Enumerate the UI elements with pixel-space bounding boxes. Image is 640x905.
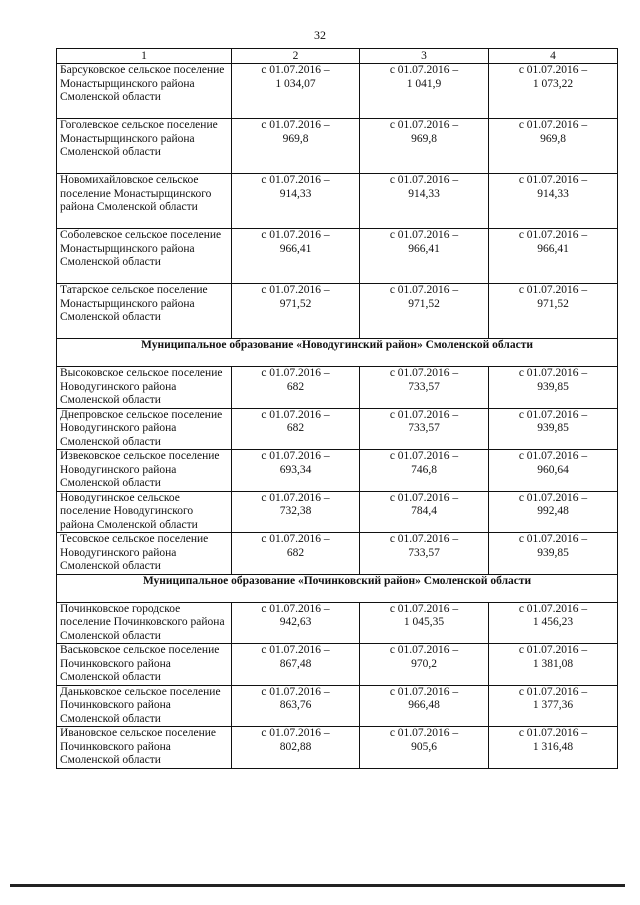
tariff-value-col-4-line-2: 1 381,08 xyxy=(532,657,574,670)
tariff-value-col-3-line-1: с 01.07.2016 – xyxy=(389,685,459,698)
tariff-value-col-4-line-1: с 01.07.2016 – xyxy=(518,119,588,131)
table-row xyxy=(57,491,618,533)
tariff-value-col-3-line-1: с 01.07.2016 – xyxy=(389,408,459,421)
tariff-value-col-3-line-1: с 01.07.2016 – xyxy=(389,491,459,504)
bottom-rule xyxy=(10,884,625,887)
settlement-name: Починковское городское поселение Починковского района Смоленской области xyxy=(57,602,232,644)
tariff-value-col-2-line-1: с 01.07.2016 – xyxy=(261,284,330,296)
table-body xyxy=(57,49,618,769)
tariff-value-col-3-line-2: 746,8 xyxy=(411,463,437,476)
settlement-name: Даньковское сельское поселение Починковского района Смоленской области xyxy=(57,685,232,727)
tariff-value-col-3-line-2: 784,4 xyxy=(411,505,437,517)
tariff-value-col-3-line-1: с 01.07.2016 – xyxy=(389,229,459,241)
tariff-value-col-4-line-2: 971,52 xyxy=(537,297,569,310)
settlement-name: Ивановское сельское поселение Починковского района Смоленской области xyxy=(57,727,232,769)
tariff-value-col-2-line-1: с 01.07.2016 – xyxy=(261,119,330,131)
tariff-value-col-3-line-2: 966,48 xyxy=(408,699,440,711)
table-row xyxy=(57,284,618,339)
page-number: 32 xyxy=(314,28,326,42)
tariff-value-col-2-line-2: 682 xyxy=(286,380,305,393)
tariff-value-col-4-line-1: с 01.07.2016 – xyxy=(518,284,588,296)
tariff-value-col-3-line-2: 969,8 xyxy=(411,132,437,145)
tariff-value-col-4-line-2: 969,8 xyxy=(540,132,566,145)
tariff-value-col-3-line-2: 914,33 xyxy=(408,187,440,200)
tariff-value-col-4-line-2: 1 377,36 xyxy=(532,699,574,711)
tariff-value-col-2-line-2: 693,34 xyxy=(279,463,312,476)
tariff-value-col-4-line-1: с 01.07.2016 – xyxy=(518,644,588,656)
tariff-value-col-2-line-2: 1 034,07 xyxy=(275,77,316,90)
table-row xyxy=(57,450,618,492)
settlement-name: Соболевское сельское поселение Монастырщинского района Смоленской области xyxy=(57,229,232,284)
tariff-value-col-4-line-1: с 01.07.2016 – xyxy=(518,727,588,739)
tariff-value-col-2 xyxy=(232,174,360,229)
settlement-name: Васьковское сельское поселение Починковского района Смоленской области xyxy=(57,644,232,686)
tariff-value-col-2 xyxy=(232,284,360,339)
tariff-value-col-4-line-2: 1 073,22 xyxy=(532,77,574,90)
settlement-name: Гоголевское сельское поселение Монастырщинского района Смоленской области xyxy=(57,119,232,174)
tariff-value-col-3 xyxy=(360,367,489,409)
tariff-value-col-2 xyxy=(232,685,360,727)
tariff-value-col-3 xyxy=(360,64,489,119)
tariff-value-col-3-line-1: с 01.07.2016 – xyxy=(389,119,459,131)
tariff-value-col-2 xyxy=(232,64,360,119)
settlement-name: Днепровское сельское поселение Новодугинского района Смоленской области xyxy=(57,408,232,450)
table-row xyxy=(57,408,618,450)
tariff-value-col-3 xyxy=(360,491,489,533)
tariff-value-col-3 xyxy=(360,644,489,686)
tariff-value-col-3 xyxy=(360,408,489,450)
tariff-value-col-2-line-1: с 01.07.2016 – xyxy=(261,685,330,698)
tariff-value-col-2 xyxy=(232,229,360,284)
column-number-2: 2 xyxy=(232,49,360,64)
tariff-value-col-4-line-2: 914,33 xyxy=(537,187,569,200)
tariff-value-col-3 xyxy=(360,119,489,174)
table-row xyxy=(57,174,618,229)
tariff-value-col-4-line-1: с 01.07.2016 – xyxy=(518,229,588,241)
tariff-value-col-3-line-1: с 01.07.2016 – xyxy=(389,174,459,186)
tariff-value-col-3-line-1: с 01.07.2016 – xyxy=(389,602,459,615)
tariff-value-col-4-line-2: 966,41 xyxy=(537,242,569,255)
tariff-value-col-2-line-2: 969,8 xyxy=(282,132,309,145)
tariff-value-col-2-line-1: с 01.07.2016 – xyxy=(261,367,330,379)
tariff-value-col-3-line-2: 966,41 xyxy=(408,242,440,255)
tariff-value-col-4-line-1: с 01.07.2016 – xyxy=(518,408,588,421)
tariff-value-col-4 xyxy=(489,533,618,575)
tariff-value-col-4-line-1: с 01.07.2016 – xyxy=(518,491,588,504)
tariff-value-col-3-line-1: с 01.07.2016 – xyxy=(389,450,459,462)
settlement-name: Барсуковское сельское поселение Монастырщинского района Смоленской области xyxy=(57,64,232,119)
column-number-1: 1 xyxy=(57,49,232,64)
table-row xyxy=(57,119,618,174)
tariff-value-col-2 xyxy=(232,533,360,575)
tariff-value-col-4-line-2: 939,85 xyxy=(537,422,569,434)
tariff-value-col-4 xyxy=(489,727,618,769)
tariff-value-col-2 xyxy=(232,367,360,409)
tariff-value-col-4-line-1: с 01.07.2016 – xyxy=(518,450,588,462)
tariff-value-col-4-line-2: 992,48 xyxy=(537,505,569,517)
tariff-value-col-2-line-1: с 01.07.2016 – xyxy=(261,644,330,656)
tariff-value-col-2 xyxy=(232,491,360,533)
tariff-value-col-3-line-1: с 01.07.2016 – xyxy=(389,64,459,76)
settlement-name: Новомихайловское сельское поселение Монастырщинского района Смоленской области xyxy=(57,174,232,229)
tariff-value-col-4 xyxy=(489,685,618,727)
section-header-row xyxy=(57,574,618,602)
tariff-value-col-4 xyxy=(489,602,618,644)
tariff-value-col-3 xyxy=(360,533,489,575)
tariff-value-col-3 xyxy=(360,727,489,769)
tariff-value-col-2-line-2: 966,41 xyxy=(279,242,312,255)
tariff-value-col-2-line-1: с 01.07.2016 – xyxy=(261,727,330,739)
tariff-value-col-3 xyxy=(360,174,489,229)
tariff-value-col-2-line-1: с 01.07.2016 – xyxy=(261,174,330,186)
table-row xyxy=(57,685,618,727)
tariff-value-col-3 xyxy=(360,450,489,492)
tariff-value-col-4-line-1: с 01.07.2016 – xyxy=(518,64,588,76)
tariff-value-col-4-line-2: 1 316,48 xyxy=(532,740,574,753)
tariff-value-col-4 xyxy=(489,408,618,450)
tariff-value-col-3-line-2: 970,2 xyxy=(411,657,437,670)
tariff-value-col-3-line-1: с 01.07.2016 – xyxy=(389,367,459,379)
tariff-value-col-4-line-2: 960,64 xyxy=(537,463,569,476)
tariff-value-col-3 xyxy=(360,229,489,284)
tariff-value-col-2 xyxy=(232,450,360,492)
tariff-value-col-4 xyxy=(489,491,618,533)
tariff-value-col-2-line-2: 914,33 xyxy=(279,187,312,200)
tariff-table xyxy=(56,48,618,769)
table-row xyxy=(57,367,618,409)
tariff-value-col-2-line-2: 971,52 xyxy=(279,297,312,310)
table-row xyxy=(57,602,618,644)
tariff-value-col-4 xyxy=(489,284,618,339)
table-row xyxy=(57,64,618,119)
tariff-value-col-4 xyxy=(489,450,618,492)
tariff-value-col-3-line-2: 733,57 xyxy=(408,380,440,393)
tariff-value-col-3-line-2: 971,52 xyxy=(408,297,440,310)
tariff-value-col-3-line-2: 1 045,35 xyxy=(403,616,445,628)
section-title: Муниципальное образование «Новодугинский район» Смоленской области xyxy=(57,339,618,367)
settlement-name: Извековское сельское поселение Новодугинского района Смоленской области xyxy=(57,450,232,492)
tariff-value-col-2-line-2: 867,48 xyxy=(279,657,312,670)
tariff-value-col-2 xyxy=(232,408,360,450)
table-row xyxy=(57,727,618,769)
tariff-value-col-3-line-1: с 01.07.2016 – xyxy=(389,644,459,656)
tariff-value-col-3-line-2: 733,57 xyxy=(408,546,440,559)
section-title: Муниципальное образование «Починковский район» Смоленской области xyxy=(57,574,618,602)
tariff-value-col-4-line-1: с 01.07.2016 – xyxy=(518,685,588,698)
table-row xyxy=(57,533,618,575)
column-number-4: 4 xyxy=(489,49,618,64)
section-header-row xyxy=(57,339,618,367)
tariff-value-col-4-line-1: с 01.07.2016 – xyxy=(518,367,588,379)
tariff-value-col-4 xyxy=(489,367,618,409)
tariff-value-col-4 xyxy=(489,119,618,174)
tariff-value-col-3-line-2: 733,57 xyxy=(408,422,440,434)
tariff-value-col-4 xyxy=(489,64,618,119)
tariff-value-col-2 xyxy=(232,602,360,644)
tariff-value-col-4 xyxy=(489,229,618,284)
tariff-value-col-3-line-1: с 01.07.2016 – xyxy=(389,727,459,739)
table-row xyxy=(57,229,618,284)
tariff-value-col-2-line-1: с 01.07.2016 – xyxy=(261,491,330,504)
settlement-name: Высоковское сельское поселение Новодугинского района Смоленской области xyxy=(57,367,232,409)
tariff-value-col-2 xyxy=(232,119,360,174)
tariff-value-col-2 xyxy=(232,644,360,686)
tariff-value-col-3 xyxy=(360,685,489,727)
tariff-value-col-2-line-1: с 01.07.2016 – xyxy=(261,64,330,76)
tariff-value-col-2-line-2: 682 xyxy=(286,422,305,434)
table-row xyxy=(57,644,618,686)
tariff-value-col-2-line-1: с 01.07.2016 – xyxy=(261,602,330,615)
tariff-value-col-4-line-2: 939,85 xyxy=(537,380,569,393)
tariff-value-col-3-line-1: с 01.07.2016 – xyxy=(389,533,459,545)
tariff-value-col-4-line-2: 1 456,23 xyxy=(532,616,574,628)
tariff-value-col-4-line-1: с 01.07.2016 – xyxy=(518,533,588,545)
tariff-value-col-3-line-2: 905,6 xyxy=(411,740,437,753)
settlement-name: Татарское сельское поселение Монастырщинского района Смоленской области xyxy=(57,284,232,339)
settlement-name: Тесовское сельское поселение Новодугинского района Смоленской области xyxy=(57,533,232,575)
tariff-value-col-2-line-2: 732,38 xyxy=(279,505,312,517)
tariff-value-col-3-line-1: с 01.07.2016 – xyxy=(389,284,459,296)
tariff-value-col-2-line-2: 942,63 xyxy=(279,616,312,628)
tariff-value-col-4-line-1: с 01.07.2016 – xyxy=(518,602,588,615)
tariff-value-col-2-line-1: с 01.07.2016 – xyxy=(261,533,330,545)
tariff-value-col-2 xyxy=(232,727,360,769)
tariff-value-col-4 xyxy=(489,174,618,229)
tariff-value-col-3-line-2: 1 041,9 xyxy=(406,77,442,90)
tariff-value-col-2-line-1: с 01.07.2016 – xyxy=(261,450,330,462)
tariff-value-col-2-line-1: с 01.07.2016 – xyxy=(261,229,330,241)
tariff-value-col-4 xyxy=(489,644,618,686)
tariff-value-col-2-line-2: 802,88 xyxy=(279,740,312,753)
column-number-3: 3 xyxy=(360,49,489,64)
settlement-name: Новодугинское сельское поселение Новодугинского района Смоленской области xyxy=(57,491,232,533)
tariff-value-col-3 xyxy=(360,284,489,339)
tariff-value-col-3 xyxy=(360,602,489,644)
tariff-value-col-2-line-2: 682 xyxy=(286,546,305,559)
tariff-value-col-4-line-2: 939,85 xyxy=(537,546,569,559)
tariff-value-col-2-line-2: 863,76 xyxy=(279,699,312,711)
column-number-row xyxy=(57,49,618,64)
tariff-value-col-2-line-1: с 01.07.2016 – xyxy=(261,408,330,421)
tariff-value-col-4-line-1: с 01.07.2016 – xyxy=(518,174,588,186)
